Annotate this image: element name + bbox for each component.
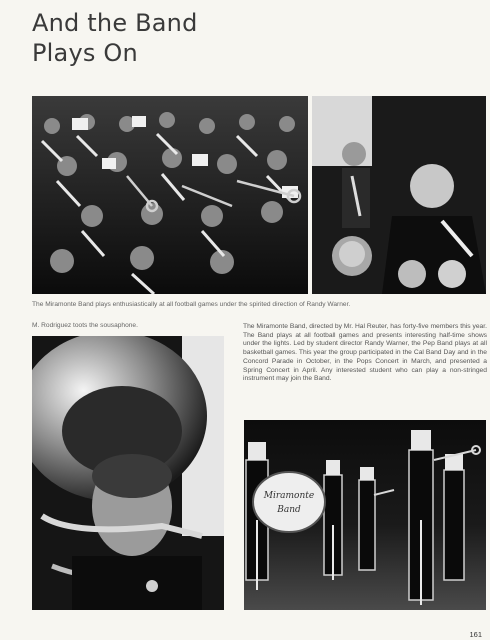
page-number: 161 — [469, 630, 482, 639]
article-text: The Miramonte Band, directed by Mr. Hal Reuter, has forty-five members this year. The Band plays at all football games and presents interesting half-time shows under the lights. Led by student director Randy Warner, the Pep Band plays at all basketball games. This year the group participated in the Cal Band Day and in the Concord Parade in October, in the Pops Concert in March, and presented a Spring Concert in April. Any interested student who can play a non-stringed instrument may join the Band. — [243, 323, 487, 383]
title-line-1: And the Band — [32, 9, 198, 37]
title-line-2: Plays On — [32, 39, 138, 67]
marching-band-photo — [244, 420, 486, 610]
sousaphone-caption: M. Rodriguez toots the sousaphone. — [32, 322, 138, 329]
drum-name-line1: Miramonte — [263, 491, 315, 501]
band-stands-photo — [32, 96, 308, 294]
drum-name-line2: Band — [277, 505, 301, 515]
page-title — [32, 8, 332, 68]
band-stands-caption: The Miramonte Band plays enthusiastically at all football games under the spirited direction of Randy Warner. — [32, 301, 351, 308]
sousaphone-photo — [32, 336, 224, 610]
crowd-photo — [312, 96, 486, 294]
